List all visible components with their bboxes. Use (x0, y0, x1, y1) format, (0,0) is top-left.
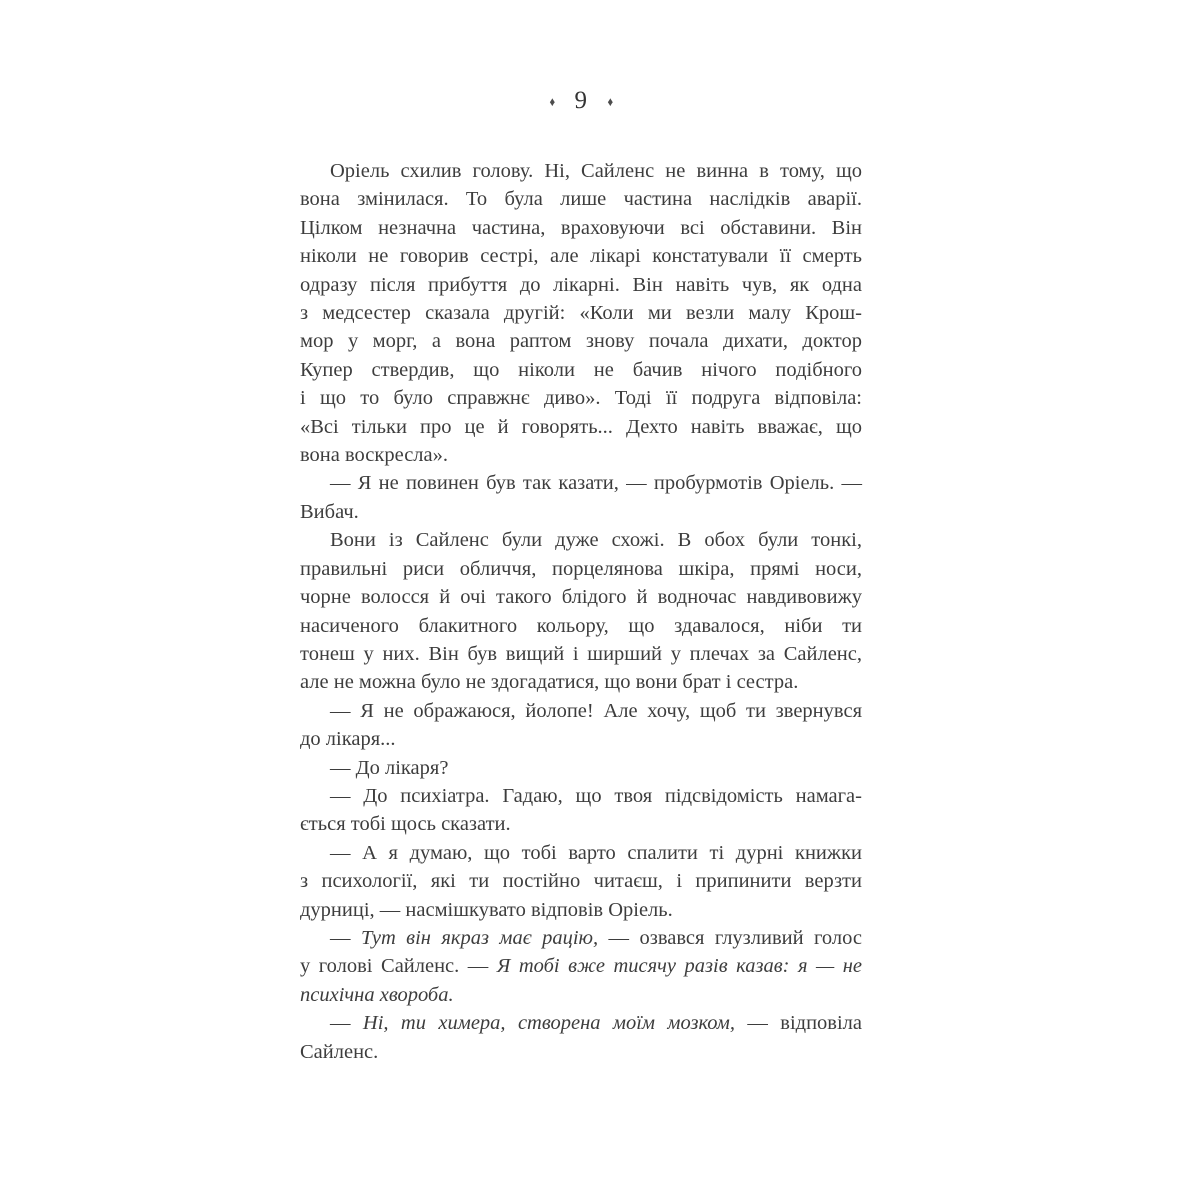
text-segment: але не можна було не здогадатися, що вони брат і сестра. (300, 671, 799, 694)
text-line (300, 413, 862, 441)
text-segment: одразу після прибуття до лікарні. Він навіть чув, як одна (300, 273, 862, 296)
text-line (300, 754, 862, 782)
text-line (300, 384, 862, 412)
text-segment: з медсестер сказала другій: «Коли ми везли малу Крош- (300, 302, 862, 325)
text-line (300, 782, 862, 810)
text-line (300, 1009, 862, 1037)
text-line (300, 839, 862, 867)
text-line (300, 810, 862, 838)
text-segment: вона змінилася. То була лише частина наслідків аварії. (300, 188, 862, 211)
text-line (300, 612, 862, 640)
text-segment: дурниці, — насмішкувато відповів Оріель. (300, 898, 673, 921)
text-segment: ється тобі щось сказати. (300, 813, 511, 836)
diamond-ornament-left-icon: ♦ (549, 94, 556, 109)
text-line (300, 697, 862, 725)
text-segment: правильні риси обличчя, порцелянова шкіра, прямі носи, (300, 557, 862, 580)
text-block (300, 157, 862, 1066)
text-segment: і що то було справжнє диво». Тоді її подруга відповіла: (300, 387, 862, 410)
text-segment: — Я не повинен був так казати, — пробурмотів Оріель. — (330, 472, 862, 495)
text-line (300, 725, 862, 753)
text-segment: Вони із Сайленс були дуже схожі. В обох були тонкі, (330, 529, 862, 552)
text-segment: чорне волосся й очі такого блідого й водночас навдивовижу (300, 586, 862, 609)
text-segment: у голові Сайленс. — (300, 955, 497, 978)
text-line (300, 356, 862, 384)
text-segment: — А я думаю, що тобі варто спалити ті дурні книжки (330, 841, 862, 864)
text-line (300, 157, 862, 185)
text-line (300, 299, 862, 327)
text-segment: — До лікаря? (330, 756, 449, 779)
text-segment: з психології, які ти постійно читаєш, і припинити верзти (300, 870, 862, 893)
italic-text-segment: Ні, ти химера, створена моїм мозком, (362, 1012, 735, 1035)
text-segment: вона воскресла». (300, 444, 449, 467)
text-segment: ніколи не говорив сестрі, але лікарі констатували її смерть (300, 245, 862, 268)
text-line (300, 1038, 862, 1066)
text-line (300, 271, 862, 299)
text-segment: тонеш у них. Він був вищий і ширший у плечах за Сайленс, (300, 642, 862, 665)
text-segment: — (330, 1012, 363, 1035)
text-line (300, 640, 862, 668)
text-segment: — озвався глузливий голос (598, 926, 862, 949)
text-line (300, 924, 862, 952)
text-line (300, 583, 862, 611)
text-line (300, 896, 862, 924)
text-segment: «Всі тільки про це й говорять... Дехто навіть вважає, що (300, 415, 862, 438)
text-segment: мор у морг, а вона раптом знову почала дихати, доктор (300, 330, 862, 353)
text-line (300, 242, 862, 270)
text-line (300, 327, 862, 355)
text-line (300, 441, 862, 469)
text-line (300, 185, 862, 213)
text-line (300, 555, 862, 583)
text-segment: Оріель схилив голову. Ні, Сайленс не винна в тому, що (330, 160, 862, 182)
page-header (300, 88, 862, 113)
text-segment: — До психіатра. Гадаю, що твоя підсвідомість намага- (330, 784, 862, 807)
text-line (300, 867, 862, 895)
italic-text-segment: психічна хвороба. (300, 983, 454, 1006)
diamond-ornament-right-icon: ♦ (606, 94, 613, 109)
text-line (300, 469, 862, 497)
text-line (300, 526, 862, 554)
text-segment: — Я не ображаюся, йолопе! Але хочу, щоб ти звернувся (330, 699, 862, 722)
text-segment: — відповіла (734, 1012, 863, 1035)
text-segment: Цілком незначна частина, враховуючи всі обставини. Він (300, 216, 862, 239)
italic-text-segment: Я тобі вже тисячу разів казав: я — не (496, 955, 863, 978)
text-line (300, 668, 862, 696)
text-line (300, 214, 862, 242)
text-line (300, 498, 862, 526)
text-segment: — (330, 926, 361, 949)
text-line (300, 981, 862, 1009)
italic-text-segment: Тут він якраз має рацію, (360, 926, 599, 949)
text-segment: Сайленс. (300, 1040, 379, 1063)
text-segment: Купер ствердив, що ніколи не бачив нічого подібного (300, 358, 862, 381)
text-segment: насиченого блакитного кольору, що здавалося, ніби ти (300, 614, 862, 637)
text-segment: Вибач. (300, 500, 359, 523)
text-segment: до лікаря... (300, 728, 396, 751)
text-line (300, 952, 862, 980)
page-number: 9 (574, 87, 588, 114)
